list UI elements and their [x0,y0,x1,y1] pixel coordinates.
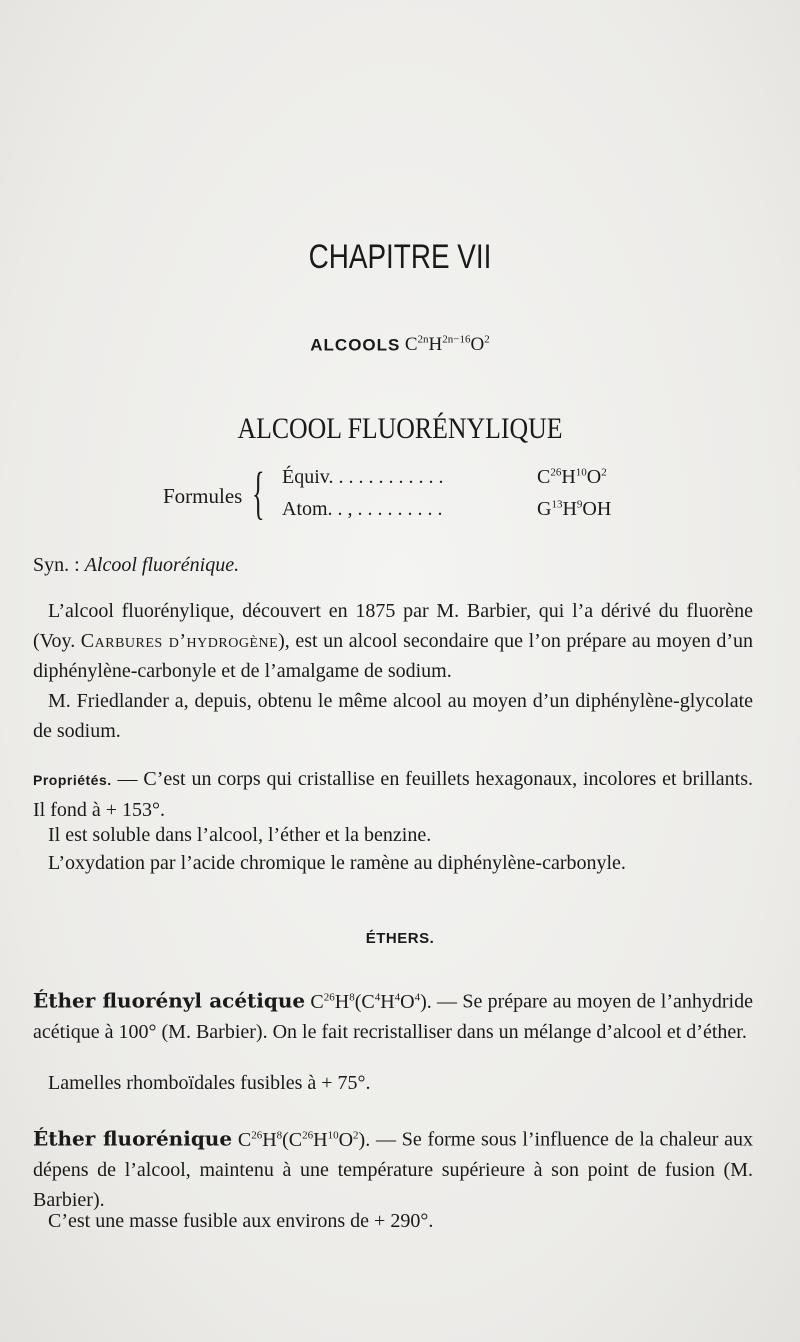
equiv-label: Équiv. . . . . . . . . . . . [282,466,444,488]
compound-title: ALCOOL FLUORÉNYLIQUE [237,412,563,445]
paragraph-oxidation: L’oxydation par l’acide chromique le ramène au diphénylène-carbonyle. [48,852,626,874]
properties-label: Propriétés. [33,772,112,788]
ether-fluorenic-paragraph [33,1120,753,1215]
equiv-formula: $C^{26}H^{10}O^2$ [537,466,607,488]
alcools-heading [0,334,800,356]
ether-acetic-melting: Lamelles rhomboïdales fusibles à + 75°. [48,1072,371,1094]
synonym-line [33,550,753,580]
atom-label: Atom. . , . . . . . . . . . [282,498,443,520]
paragraph-discovery: L’alcool fluorénylique, découvert en 1875 par M. Barbier, qui l’a dérivé du fluorène (Voy. Carbures d’hydrogène), est un alcool secondaire que l’on prépare au moyen d’un diphénylène-carbonyle et de l’amalgame de sodium. [33,600,753,682]
paragraph-properties [33,764,753,825]
syn-value: Alcool fluorénique. [84,554,240,576]
ether-acetic-formula: $C^{26}H^8(C^4H^4O^4)$. [305,990,432,1013]
alcools-label: ALCOOLS [310,335,401,355]
atom-formula: $G^{13}H^9OH$ [537,498,612,520]
ether-fluorenic-text: — Se forme sous l’influence de la chaleur aux dépens de l’alcool, maintenu à une température supérieure à son point de fusion (M. Barbier). [33,1128,753,1211]
brace-glyph: { [252,460,265,525]
ether-acetic-paragraph [33,982,753,1047]
paragraph-solubility: Il est soluble dans l’alcool, l’éther et la benzine. [48,824,432,846]
alcools-general-formula: $C^{2n}H^{2n-16}O^2$ [404,334,490,356]
paragraph-friedlander: M. Friedlander a, depuis, obtenu le même alcool au moyen d’un diphénylène-glycolate de sodium. [33,690,753,742]
formules-label: Formules [163,484,243,508]
ethers-heading: ÉTHERS. [365,930,435,947]
ether-fluorenic-formula: $C^{26}H^8(C^{26}H^{10}O^2)$. [232,1128,371,1151]
ether-fluorenic-name: Éther fluorénique [33,1126,233,1151]
syn-label: Syn. : [33,554,85,576]
chapter-heading: CHAPITRE VII [308,238,492,276]
properties-text: — C’est un corps qui cristallise en feuillets hexagonaux, incolores et brillants. Il fond à + 153°. [33,768,753,821]
ether-acetic-text: — Se prépare au moyen de l’anhydride acétique à 100° (M. Barbier). On le fait recristalliser dans un mélange d’alcool et d’éther. [33,990,753,1043]
ether-acetic-name: Éther fluorényl acétique [33,988,306,1013]
ether-fluorenic-melting: C’est une masse fusible aux environs de + 290°. [48,1210,434,1232]
